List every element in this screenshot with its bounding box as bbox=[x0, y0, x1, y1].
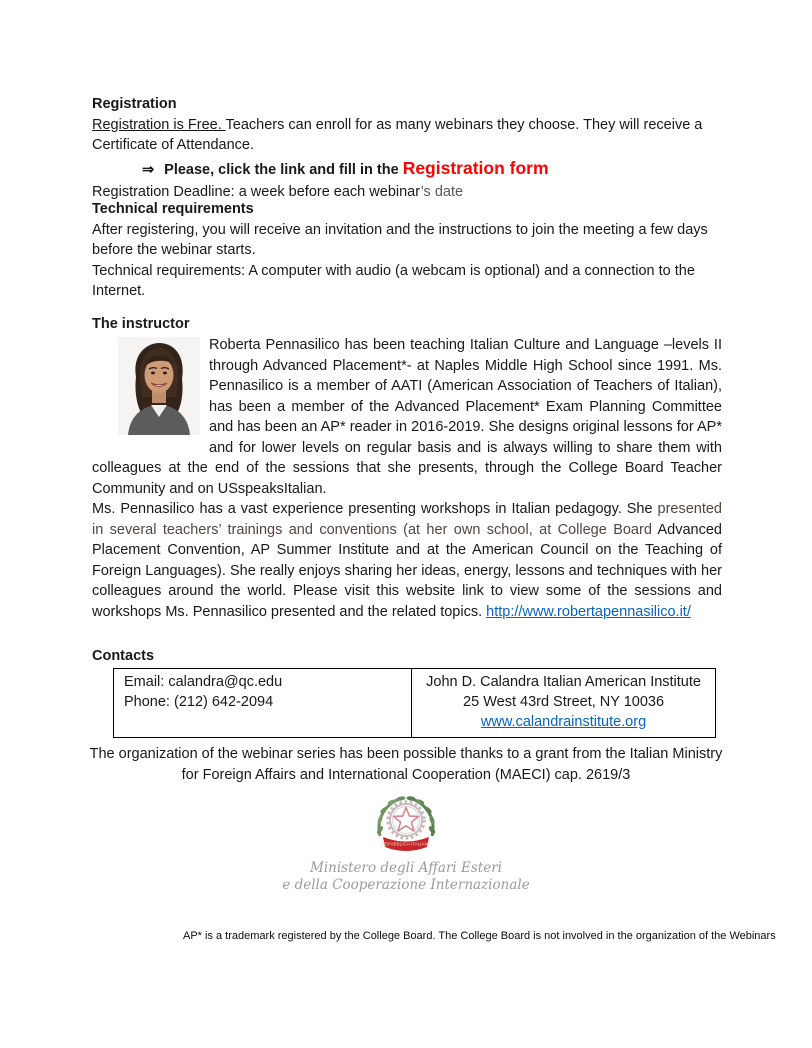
instructor-heading: The instructor bbox=[92, 316, 190, 332]
contacts-section bbox=[92, 646, 722, 738]
portrait-of-roberta-pennasilico bbox=[118, 337, 200, 435]
registration-free-underlined: Registration is Free. bbox=[92, 116, 226, 133]
registration-deadline-black: Registration Deadline: a week before each webinar bbox=[92, 184, 421, 200]
technical-section bbox=[92, 199, 722, 302]
italian-republic-emblem-icon bbox=[368, 792, 444, 858]
instructor-bio-paragraph-2 bbox=[92, 499, 722, 622]
registration-form-link[interactable]: Registration form bbox=[402, 157, 549, 178]
institute-address: 25 West 43rd Street, NY 10036 bbox=[463, 693, 665, 710]
technical-heading: Technical requirements bbox=[92, 201, 254, 217]
registration-cta-line bbox=[142, 158, 722, 181]
ap-trademark-footnote: AP* is a trademark registered by the College Board. The College Board is not involved in the organization of the Webinars bbox=[183, 930, 776, 942]
contact-email: Email: calandra@qc.edu bbox=[124, 673, 283, 690]
double-arrow-icon: ⇒ bbox=[142, 161, 155, 178]
contacts-heading: Contacts bbox=[92, 648, 155, 664]
technical-para1: After registering, you will receive an invitation and the instructions to join the meeting a few days before the webinar starts. bbox=[92, 221, 708, 258]
grant-acknowledgment: The organization of the webinar series has been possible thanks to a grant from the Italian Ministry for Foreign Affairs and International Cooperation (MAECI) cap. 2619/3 bbox=[89, 746, 723, 783]
ministry-logo-block bbox=[0, 792, 812, 893]
ribbon-text: REPVBBLICA ITALIANA bbox=[381, 841, 431, 847]
registration-free-rest: Teachers can enroll for as many webinars they choose. They will receive a Certificate of Attendance. bbox=[92, 116, 703, 153]
instructor-bio2-brown: presented in several teachers’ trainings and conventions (at her own school, at College Board bbox=[92, 501, 722, 538]
registration-deadline-gray: ’s date bbox=[420, 184, 464, 200]
contact-phone: Phone: (212) 642-2094 bbox=[124, 693, 274, 710]
contacts-table-cell-left bbox=[114, 669, 412, 737]
instructor-bio-text-1: Roberta Pennasilico has been teaching Italian Culture and Language –levels II through Advanced Placement*- at Naples Middle High School since 1991. Ms. Pennasilico is a member of AATI (American Association of Teachers of Italian), has been a member of the Advanced Placement* Exam Planning Committee and has been an AP* reader in 2016-2019. She designs original lessons for AP* and for lower levels on regular basis and is always willing to share them with colleagues at the end of the sessions that she presents, through the College Board Teacher Community and on USspeaksItalian. bbox=[92, 337, 722, 497]
contacts-table bbox=[113, 668, 716, 738]
registration-cta-text bbox=[164, 158, 548, 181]
registration-free-paragraph bbox=[92, 115, 722, 156]
instructor-section bbox=[92, 314, 722, 622]
registration-section bbox=[92, 94, 722, 203]
instructor-photo bbox=[118, 337, 200, 435]
ministry-name-line2: e della Cooperazione Internazionale bbox=[282, 876, 530, 893]
registration-heading: Registration bbox=[92, 96, 177, 112]
instructor-bio2-black2: Advanced Placement Convention, AP Summer Institute and at the American Council on the Teaching of Foreign Languages). She really enjoys sharing her ideas, energy, lessons and techniques with her colleagues around the world. Please visit this website link to view some of the sessions and workshops Ms. Pennasilico presented and the related topics. bbox=[92, 521, 722, 620]
registration-cta-bold: Please, click the link and fill in the bbox=[164, 161, 403, 178]
ministry-name-line1: Ministero degli Affari Esteri bbox=[310, 860, 502, 876]
technical-para2: Technical requirements: A computer with audio (a webcam is optional) and a connection to the Internet. bbox=[92, 262, 695, 299]
institute-name: John D. Calandra Italian American Institute bbox=[426, 673, 701, 690]
contacts-table-cell-right bbox=[412, 669, 715, 737]
instructor-bio-paragraph-1 bbox=[92, 335, 722, 499]
institute-website-link[interactable]: www.calandrainstitute.org bbox=[480, 713, 647, 730]
instructor-bio2-black1: Ms. Pennasilico has a vast experience presenting workshops in Italian pedagogy. She bbox=[92, 501, 658, 517]
instructor-website-link[interactable]: http://www.robertapennasilico.it/ bbox=[486, 603, 691, 620]
